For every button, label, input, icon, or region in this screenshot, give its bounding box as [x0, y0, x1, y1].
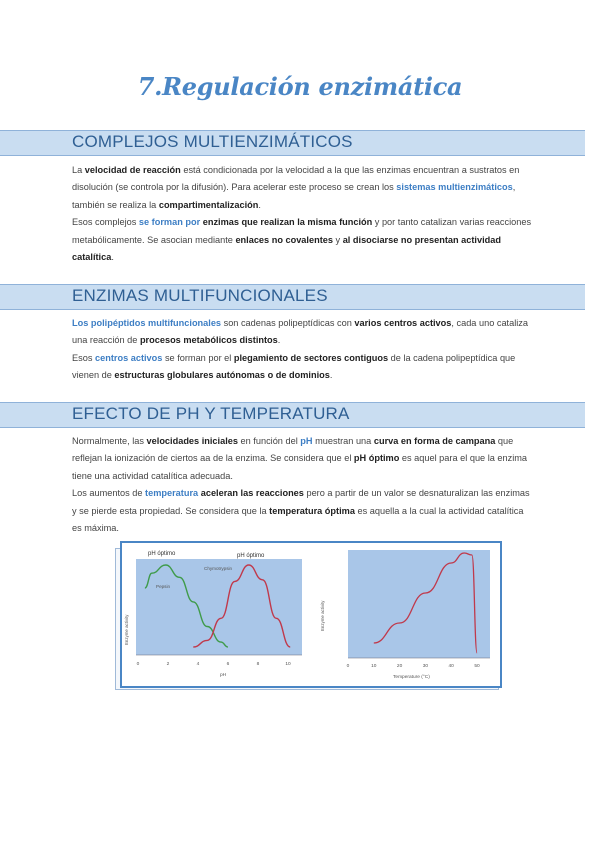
- section-title: ENZIMAS MULTIFUNCIONALES: [72, 286, 328, 305]
- bold-text: velocidades iniciales: [146, 436, 238, 446]
- page-title: 7.Regulación enzimática: [137, 72, 463, 101]
- ph-annotation-right: pH óptimo: [237, 553, 265, 559]
- text: de la cadena polipeptídica que vienen de: [72, 352, 516, 381]
- text: .: [277, 335, 281, 346]
- ph-tick-label: 2: [166, 662, 170, 667]
- bold-text: varios centros activos: [354, 318, 452, 328]
- section-title: COMPLEJOS MULTIENZIMÁTICOS: [72, 132, 353, 151]
- temp-tick-labels: [347, 663, 480, 669]
- paragraph: [72, 485, 534, 537]
- ph-tick-labels: [137, 661, 291, 667]
- section-header-multifuncionales: [0, 284, 585, 310]
- text: y: [332, 234, 343, 245]
- text: es aquel para el que la enzima tiene una actividad catalítica adecuada.: [72, 453, 528, 481]
- bold-text: velocidad de reacción: [84, 165, 181, 175]
- temp-tick-label: 30: [422, 664, 429, 669]
- section-body-complejos: [72, 162, 534, 266]
- chymotrypsin-label: Chymotrypsin: [204, 566, 233, 571]
- text: muestran una: [312, 436, 374, 446]
- temp-tick-label: 20: [396, 664, 403, 669]
- ph-y-label: Enzyme activity: [124, 614, 129, 645]
- text: está condicionada por la velocidad a la que las enzimas encuentran a sustratos en disolución (se controla por la difusión). Para acelerar este proceso se crean los: [72, 165, 520, 193]
- figure-svg: [122, 543, 500, 686]
- text: .: [329, 370, 333, 381]
- temp-y-label: Enzyme activity: [320, 600, 325, 631]
- paragraph: [72, 214, 534, 266]
- keyword-text: temperatura: [145, 488, 199, 499]
- text: pero a partir de un valor se desnaturalizan las enzimas y se pierde esta propiedad. Se considera que la: [72, 488, 530, 516]
- bold-text: plegamiento de sectores contiguos: [233, 352, 389, 363]
- keyword-text: Los polipéptidos multifuncionales: [72, 318, 222, 328]
- temp-tick-label: 10: [371, 664, 377, 669]
- section-header-ph-temperatura: [0, 402, 585, 428]
- text: y por tanto catalizan varias reacciones metabólicamente. Se asocian mediante: [72, 217, 532, 245]
- temp-tick-label: 0: [346, 664, 350, 669]
- ph-tick-label: 6: [226, 662, 230, 667]
- bold-text: temperatura óptima: [269, 505, 355, 516]
- keyword-text: pH: [300, 436, 313, 446]
- temp-tick-label: 40: [448, 664, 454, 669]
- bold-text: procesos metabólicos distintos: [139, 335, 278, 346]
- text: Esos complejos: [72, 217, 139, 228]
- paragraph: [72, 350, 534, 385]
- ph-annotation-left: pH óptimo: [148, 551, 176, 557]
- ph-x-label: pH: [220, 673, 227, 678]
- text: es aquella a la cual la actividad catalítica es máxima.: [72, 505, 524, 534]
- text: Normalmente, las: [72, 436, 147, 446]
- bold-text: compartimentalización: [158, 199, 259, 210]
- bold-text: al disociarse no presentan actividad catalítica: [72, 234, 501, 263]
- temp-plot-area: [348, 550, 490, 658]
- figure-enzyme-activity: [120, 541, 502, 688]
- text: .: [258, 199, 261, 210]
- pepsin-label: Pepsin: [156, 584, 171, 589]
- keyword-text: se forman por: [138, 217, 201, 228]
- text: .: [111, 252, 114, 263]
- text: , también se realiza la: [72, 182, 516, 210]
- paragraph: [72, 433, 534, 485]
- bold-text: pH óptimo: [353, 453, 400, 464]
- ph-tick-label: 10: [285, 662, 291, 667]
- bold-text: aceleran las reacciones: [200, 488, 304, 499]
- section-header-complejos: [0, 130, 585, 156]
- paragraph: [72, 162, 534, 214]
- keyword-text: centros activos: [94, 352, 163, 363]
- section-body-multifuncionales: [72, 315, 534, 385]
- bold-text: enlaces no covalentes: [235, 234, 333, 245]
- text: La: [72, 165, 85, 175]
- temp-tick-label: 50: [474, 664, 480, 669]
- text: que reflejan la ionización de ciertos aa de la enzima. Se considera que el: [72, 436, 514, 464]
- text: Esos: [72, 352, 95, 363]
- ph-tick-label: 8: [256, 662, 260, 667]
- ph-plot-area: [136, 559, 302, 655]
- temp-x-label: Temperature (°C): [393, 675, 430, 680]
- text: , cada uno cataliza una reacción de: [72, 318, 529, 346]
- section-body-ph-temperatura: [72, 433, 534, 537]
- bold-text: curva en forma de campana: [373, 436, 496, 446]
- text: en función del: [237, 436, 301, 446]
- ph-tick-label: 4: [196, 662, 200, 667]
- keyword-text: sistemas multienzimáticos: [396, 182, 513, 193]
- bold-text: enzimas que realizan la misma función: [202, 217, 373, 228]
- section-title: EFECTO DE PH Y TEMPERATURA: [72, 404, 350, 423]
- text: se forman por el: [162, 352, 234, 363]
- text: son cadenas polipeptídicas con: [221, 318, 355, 328]
- ph-tick-label: 0: [136, 662, 140, 667]
- paragraph: [72, 315, 534, 350]
- text: Los aumentos de: [72, 488, 146, 499]
- bold-text: estructuras globulares autónomas o de dominios: [114, 370, 330, 381]
